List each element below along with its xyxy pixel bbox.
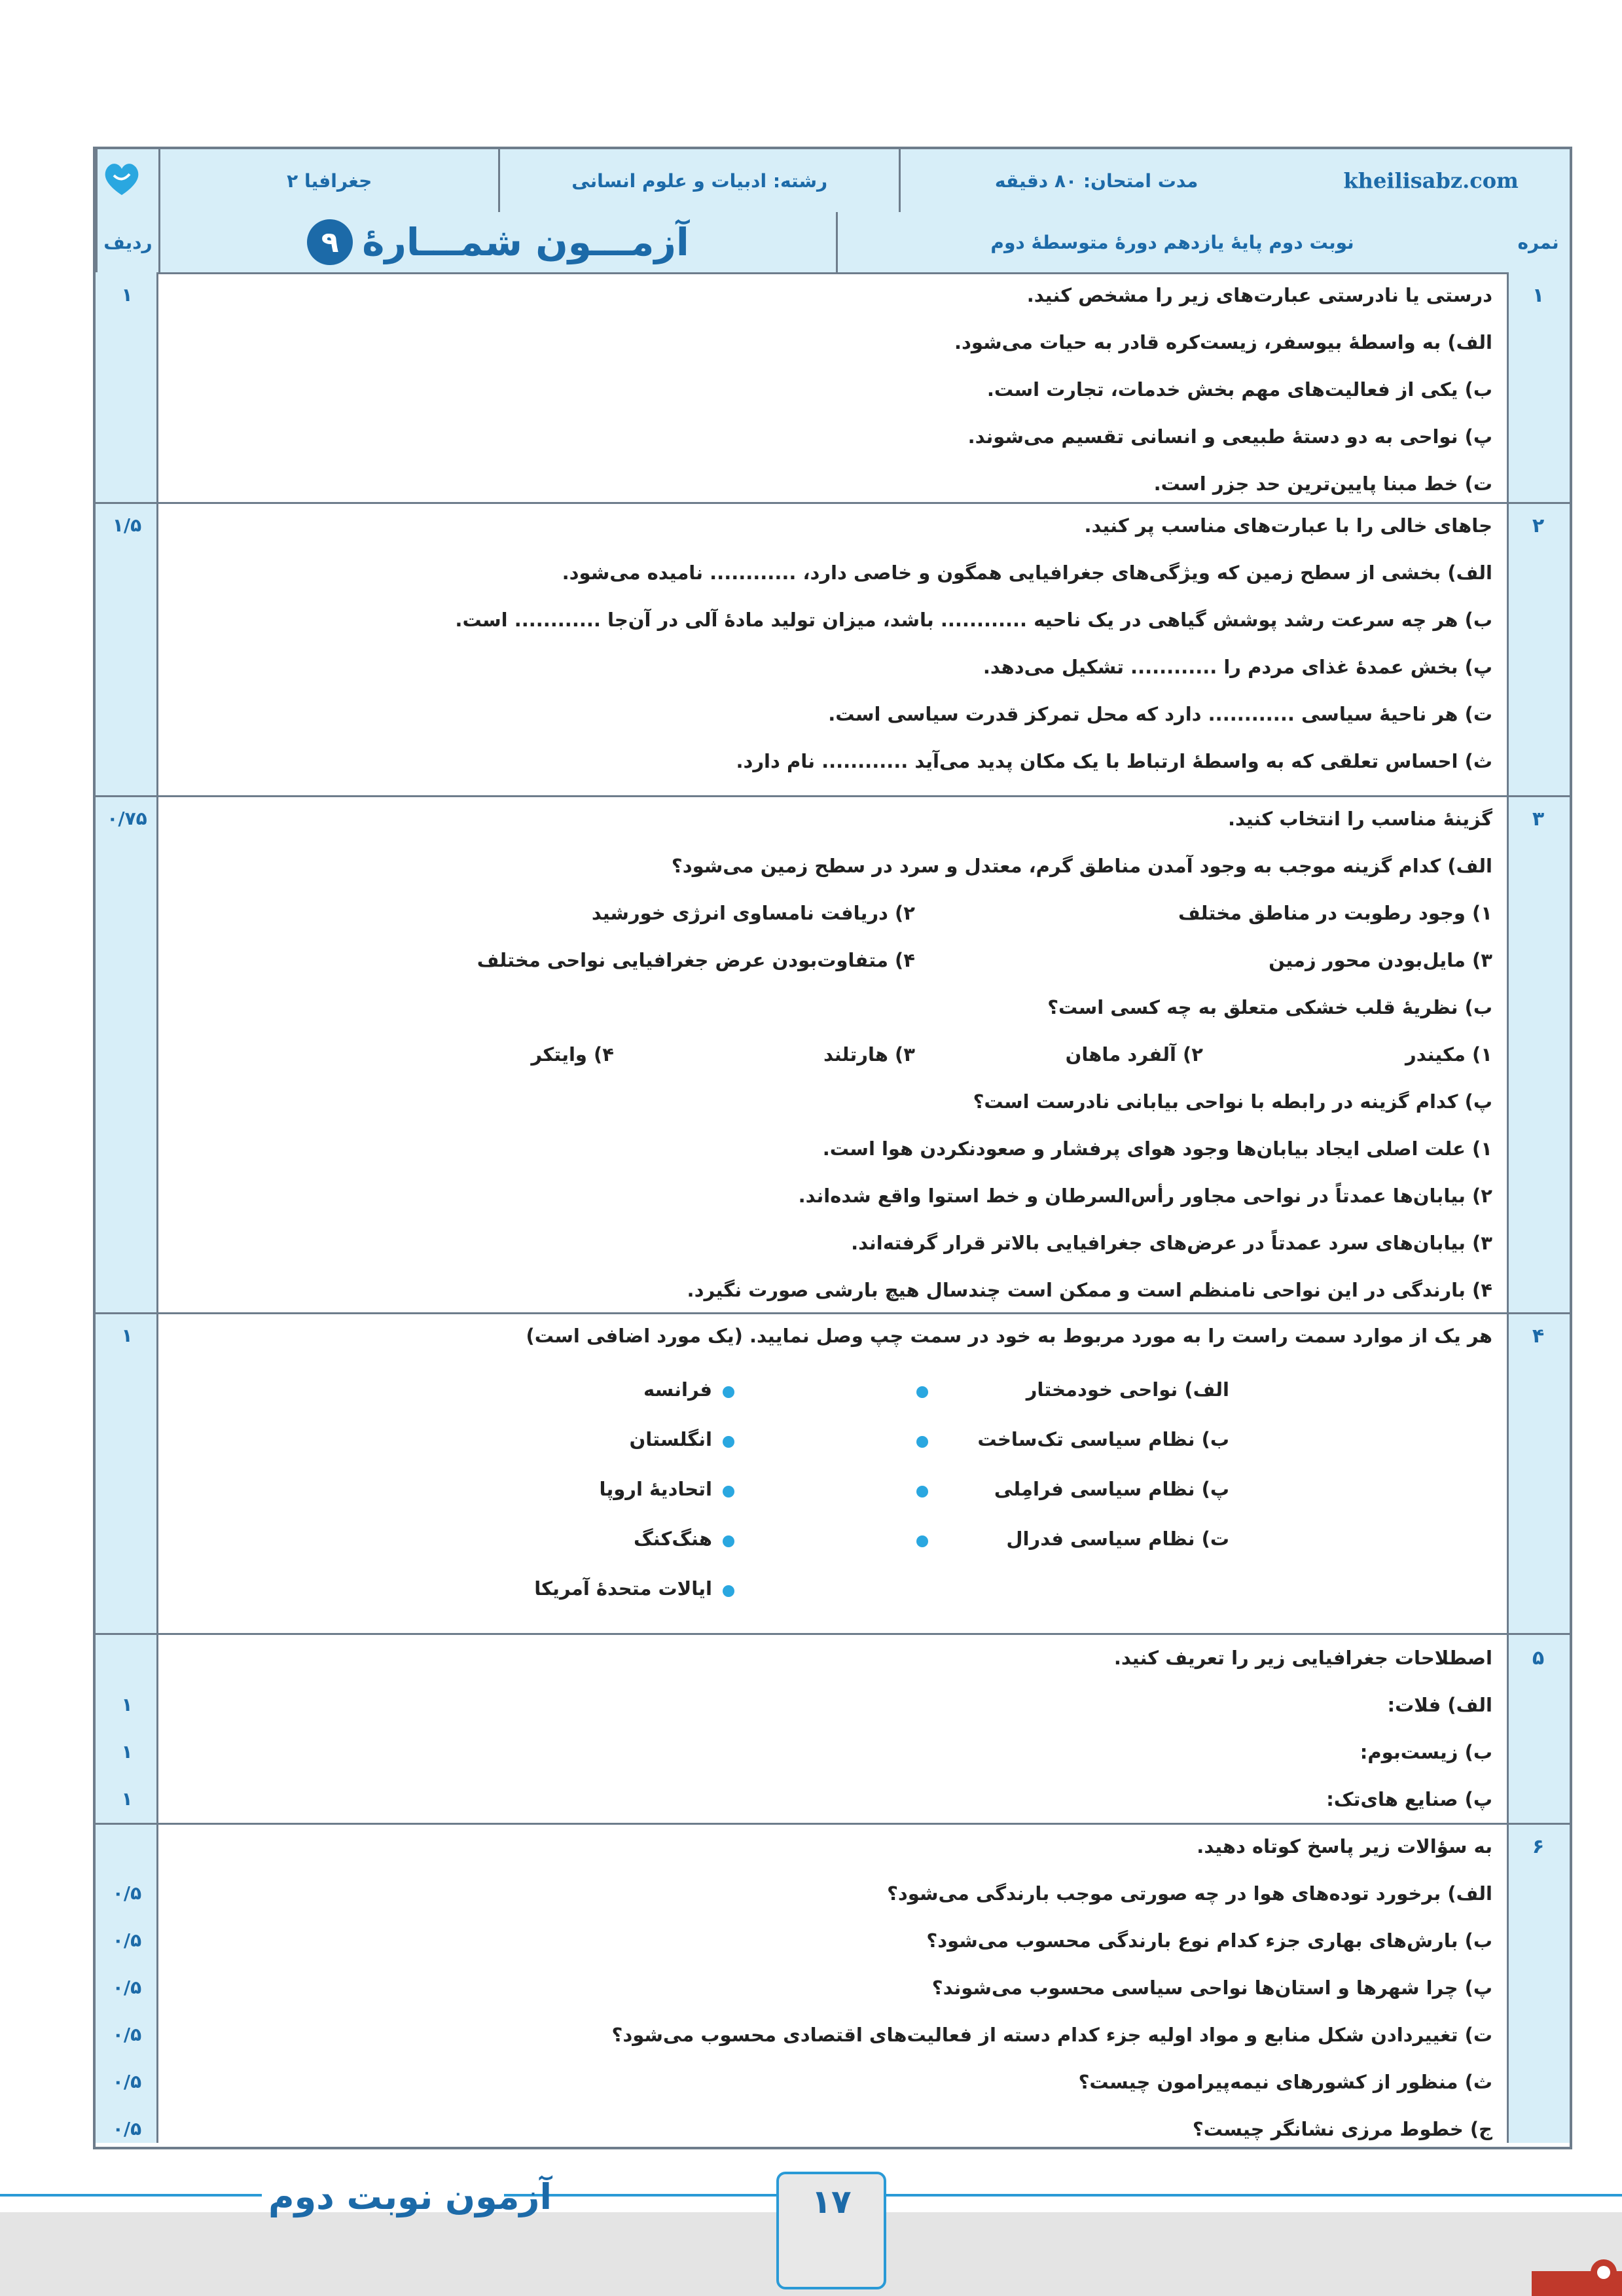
match-left-item: ایالات متحدهٔ آمریکا — [534, 1577, 712, 1600]
question-item: ث) احساس تعلقی که به واسطهٔ ارتباط با یک مکان پدید می‌آید ............ نام دارد. — [736, 750, 1492, 772]
question-title: اصطلاحات جغرافیایی زیر را تعریف کنید. — [1113, 1647, 1492, 1669]
option: ۲) دریافت نامساوی انرژی خورشید — [591, 902, 915, 924]
exam-sheet — [93, 147, 1572, 2149]
match-dot-left[interactable] — [723, 1585, 734, 1597]
question-item: پ) بخش عمدهٔ غذای مردم را ............ تشکیل می‌دهد. — [982, 656, 1492, 678]
question-number: ۵ — [1532, 1647, 1545, 1670]
item-score: ۰/۵ — [112, 1929, 142, 1951]
match-dot-right[interactable] — [916, 1535, 928, 1547]
item-score: ۱ — [121, 1788, 133, 1810]
match-right-item: پ) نظام سیاسی فرامِلی — [994, 1478, 1229, 1500]
exam-title: آزمـــون شمـــارهٔ — [362, 220, 689, 264]
option: ۱) وجود رطوبت در مناطق مختلف — [1178, 902, 1492, 924]
match-dot-left[interactable] — [723, 1386, 734, 1398]
exam-number-badge: ۹ — [307, 219, 353, 265]
corner-logo-icon — [1532, 2258, 1622, 2296]
option: ۴) متفاوت‌بودن عرض جغرافیایی نواحی مختلف — [477, 949, 915, 971]
question-item: ب) یکی از فعالیت‌های مهم بخش خدمات، تجارت است. — [986, 378, 1492, 401]
subject-cell: جغرافیا ۲ — [158, 149, 499, 212]
question-title: هر یک از موارد سمت راست را به مورد مربوط به خود در سمت چپ وصل نمایید. (یک مورد اضافی است) — [526, 1325, 1492, 1347]
question-item: ت) هر ناحیهٔ سیاسی ............ دارد که محل تمرکز قدرت سیاسی است. — [828, 703, 1492, 725]
exam-desc-cell: نوبت دوم پایهٔ یازدهم دورهٔ متوسطهٔ دوم — [836, 212, 1507, 272]
question-score: ۱ — [121, 284, 133, 306]
question-item: ب) زیست‌بوم: — [1360, 1741, 1492, 1763]
question-score: ۱/۵ — [112, 514, 142, 536]
header-row-1 — [96, 149, 1570, 214]
question-item: الف) به واسطهٔ بیوسفر، زیست‌کره قادر به حیات می‌شود. — [954, 331, 1492, 353]
question-item: ت) خط مبنا پایین‌ترین حد جزر است. — [1153, 473, 1492, 495]
question-5 — [96, 1635, 1570, 1825]
question-title: درستی یا نادرستی عبارت‌های زیر را مشخص کنید. — [1026, 284, 1492, 306]
option: ۱) علت اصلی ایجاد بیابان‌ها وجود هوای پرفشار و صعودنکردن هوا است. — [822, 1138, 1492, 1160]
duration-cell: مدت امتحان: ۸۰ دقیقه — [899, 149, 1292, 212]
option: ۴) بارندگی در این نواحی نامنظم است و ممکن است چندسال هیچ بارشی صورت نگیرد. — [687, 1279, 1492, 1301]
question-4 — [96, 1314, 1570, 1635]
question-item: الف) بخشی از سطح زمین که ویژگی‌های جغرافیایی همگون و خاصی دارد، ............ نامیده می‌شود. — [562, 562, 1492, 584]
question-6 — [96, 1825, 1570, 2143]
website-cell: kheilisabz.com — [1343, 168, 1519, 193]
brand-logo-icon — [98, 154, 145, 202]
match-dot-left[interactable] — [723, 1436, 734, 1448]
question-title: جاهای خالی را با عبارت‌های مناسب پر کنید. — [1084, 514, 1492, 537]
header-row-2 — [96, 212, 1570, 274]
page-number: ۱۷ — [811, 2183, 852, 2221]
item-score: ۰/۵ — [112, 1882, 142, 1904]
question-1 — [96, 272, 1570, 504]
match-right-item: ت) نظام سیاسی فدرال — [1006, 1528, 1229, 1550]
question-item: پ) نواحی به دو دستهٔ طبیعی و انسانی تقسیم می‌شوند. — [967, 425, 1492, 448]
option: ۳) بیابان‌های سرد عمدتاً در عرض‌های جغرافیایی بالاتر قرار گرفته‌اند. — [851, 1232, 1492, 1254]
question-item: ج) خطوط مرزی نشانگر چیست؟ — [1192, 2118, 1492, 2140]
question-2 — [96, 504, 1570, 797]
question-number: ۱ — [1532, 284, 1545, 307]
question-rows — [96, 272, 1570, 2143]
question-item: الف) فلات: — [1387, 1694, 1492, 1716]
match-right-item: ب) نظام سیاسی تک‌ساخت — [977, 1428, 1229, 1450]
question-item: پ) چرا شهرها و استان‌ها نواحی سیاسی محسوب می‌شوند؟ — [931, 1977, 1492, 1999]
question-item: پ) صنایع های‌تک: — [1326, 1788, 1492, 1810]
row-col-label: ردیف — [96, 212, 158, 272]
item-score: ۱ — [121, 1694, 133, 1715]
match-dot-right[interactable] — [916, 1486, 928, 1498]
question-title: گزینهٔ مناسب را انتخاب کنید. — [1227, 808, 1492, 830]
question-number: ۳ — [1532, 808, 1545, 831]
match-dot-left[interactable] — [723, 1535, 734, 1547]
match-left-item: هنگ‌کنگ — [633, 1528, 712, 1550]
footer-line-right — [886, 2194, 1622, 2197]
question-c: پ) کدام گزینه در رابطه با نواحی بیابانی نادرست است؟ — [973, 1090, 1492, 1113]
question-number: ۶ — [1532, 1835, 1545, 1858]
option: ۳) هارتلند — [823, 1043, 915, 1066]
exam-title-cell — [158, 212, 836, 272]
option: ۴) وایتکر — [531, 1043, 614, 1066]
option: ۲) آلفرد ماهان — [1065, 1043, 1203, 1066]
question-item: ب) هر چه سرعت رشد پوشش گیاهی در یک ناحیه ............ باشد، میزان تولید مادهٔ آلی در آن‌جا ............ است. — [455, 609, 1492, 631]
footer-line-left — [0, 2194, 262, 2197]
score-col-label: نمره — [1517, 231, 1559, 253]
match-right-item: الف) نواحی خودمختار — [1026, 1378, 1229, 1401]
question-item: الف) برخورد توده‌های هوا در چه صورتی موجب بارندگی می‌شود؟ — [887, 1882, 1492, 1905]
question-score: ۱ — [121, 1325, 133, 1346]
item-score: ۰/۵ — [112, 2024, 142, 2045]
item-score: ۰/۵ — [112, 2118, 142, 2140]
question-item: ب) بارش‌های بهاری جزء کدام نوع بارندگی محسوب می‌شود؟ — [926, 1929, 1492, 1952]
question-3 — [96, 797, 1570, 1314]
match-dot-left[interactable] — [723, 1486, 734, 1498]
item-score: ۰/۵ — [112, 1977, 142, 1998]
match-dot-right[interactable] — [916, 1436, 928, 1448]
match-left-item: انگلستان — [629, 1428, 712, 1450]
option: ۳) مایل‌بودن محور زمین — [1269, 949, 1492, 971]
question-number: ۴ — [1532, 1325, 1545, 1348]
option: ۲) بیابان‌ها عمدتاً در نواحی مجاور رأس‌السرطان و خط استوا واقع شده‌اند. — [798, 1185, 1492, 1207]
question-title: به سؤالات زیر پاسخ کوتاه دهید. — [1197, 1835, 1492, 1857]
field-cell: رشته: ادبیات و علوم انسانی — [498, 149, 898, 212]
match-left-item: اتحادیهٔ اروپا — [599, 1478, 712, 1500]
question-a: الف) کدام گزینه موجب به وجود آمدن مناطق گرم، معتدل و سرد در سطح زمین می‌شود؟ — [671, 855, 1492, 877]
footer-title: آزمون نوبت دوم — [268, 2176, 552, 2217]
question-item: ت) تغییردادن شکل منابع و مواد اولیه جزء کدام دسته از فعالیت‌های اقتصادی محسوب می‌شود؟ — [611, 2024, 1492, 2046]
item-score: ۱ — [121, 1741, 133, 1763]
question-b: ب) نظریهٔ قلب خشکی متعلق به چه کسی است؟ — [1047, 996, 1492, 1018]
question-item: ث) منظور از کشورهای نیمه‌پیرامون چیست؟ — [1078, 2071, 1492, 2093]
option: ۱) مکیندر — [1405, 1043, 1492, 1066]
question-number: ۲ — [1532, 514, 1545, 537]
match-dot-right[interactable] — [916, 1386, 928, 1398]
question-score: ۰/۷۵ — [107, 808, 147, 829]
match-left-item: فرانسه — [643, 1378, 712, 1401]
item-score: ۰/۵ — [112, 2071, 142, 2092]
